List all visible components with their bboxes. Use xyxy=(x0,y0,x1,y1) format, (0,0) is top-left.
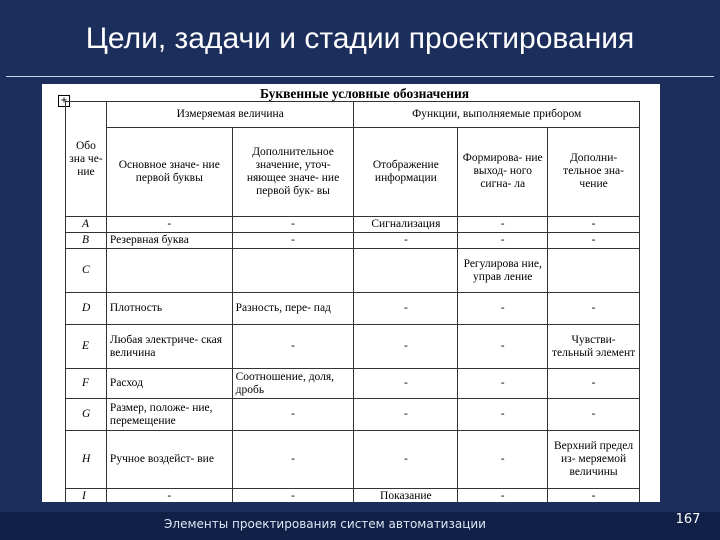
letter-designation-table xyxy=(65,101,640,502)
cell-output: - xyxy=(458,233,548,249)
slide-title: Цели, задачи и стадии проектирования xyxy=(85,22,635,55)
cell-display: - xyxy=(354,399,458,431)
header-first-letter-meaning: Основное значе- ние первой буквы xyxy=(106,127,232,216)
cell-additional: Соотношение, доля, дробь xyxy=(232,369,354,399)
cell-extra: - xyxy=(548,233,640,249)
header-letter: Обо зна че- ние xyxy=(66,102,107,217)
cell-additional xyxy=(232,249,354,293)
cell-display: - xyxy=(354,293,458,325)
cell-display: - xyxy=(354,233,458,249)
cell-letter: E xyxy=(66,325,107,369)
cell-extra: Чувстви- тельный элемент xyxy=(548,325,640,369)
cell-display: Сигнализация xyxy=(354,217,458,233)
cell-extra: Верхний предел из- меряемой величины xyxy=(548,431,640,489)
cell-additional: - xyxy=(232,325,354,369)
header-additional-meaning: Дополнительное значение, уточ- няющее значе- ние первой бук- вы xyxy=(232,127,354,216)
document-image xyxy=(42,84,660,502)
table-row xyxy=(66,249,640,293)
cell-output: - xyxy=(458,325,548,369)
cell-letter: G xyxy=(66,399,107,431)
cell-extra: - xyxy=(548,369,640,399)
cell-additional: - xyxy=(232,489,354,503)
cell-display: Показание xyxy=(354,489,458,503)
table-row xyxy=(66,431,640,489)
header-measured-quantity: Измеряемая величина xyxy=(106,102,354,128)
header-output-signal: Формирова- ние выход- ного сигна- ла xyxy=(458,127,548,216)
cell-first-meaning: Расход xyxy=(106,369,232,399)
cell-letter: B xyxy=(66,233,107,249)
table-row xyxy=(66,293,640,325)
expand-icon[interactable]: + xyxy=(58,95,70,107)
header-information-display: Отображение информации xyxy=(354,127,458,216)
cell-additional: - xyxy=(232,233,354,249)
cell-output: - xyxy=(458,489,548,503)
cell-additional: - xyxy=(232,217,354,233)
cell-additional: - xyxy=(232,431,354,489)
cell-output: - xyxy=(458,399,548,431)
cell-letter: A xyxy=(66,217,107,233)
cell-output: Регулирова ние, управ ление xyxy=(458,249,548,293)
cell-extra: - xyxy=(548,293,640,325)
title-divider xyxy=(6,76,714,77)
header-instrument-functions: Функции, выполняемые прибором xyxy=(354,102,640,128)
table-row xyxy=(66,489,640,503)
table-row xyxy=(66,325,640,369)
cell-extra: - xyxy=(548,217,640,233)
cell-first-meaning: Размер, положе- ние, перемещение xyxy=(106,399,232,431)
cell-letter: C xyxy=(66,249,107,293)
cell-display: - xyxy=(354,369,458,399)
cell-display: - xyxy=(354,431,458,489)
header-extra-meaning: Дополни- тельное зна- чение xyxy=(548,127,640,216)
cell-first-meaning: Ручное воздейст- вие xyxy=(106,431,232,489)
footer-text: Элементы проектирования систем автоматизации xyxy=(164,517,486,531)
cell-letter: F xyxy=(66,369,107,399)
table-row xyxy=(66,217,640,233)
page-number: 167 xyxy=(675,512,701,527)
cell-output: - xyxy=(458,431,548,489)
cell-extra: - xyxy=(548,489,640,503)
table-row xyxy=(66,399,640,431)
table-row xyxy=(66,233,640,249)
cell-output: - xyxy=(458,217,548,233)
cell-first-meaning: - xyxy=(106,217,232,233)
cell-extra xyxy=(548,249,640,293)
cell-additional: - xyxy=(232,399,354,431)
cell-first-meaning: Любая электриче- ская величина xyxy=(106,325,232,369)
cell-first-meaning xyxy=(106,249,232,293)
cell-first-meaning: Резервная буква xyxy=(106,233,232,249)
cell-letter: H xyxy=(66,431,107,489)
cell-output: - xyxy=(458,293,548,325)
cell-first-meaning: Плотность xyxy=(106,293,232,325)
cell-extra: - xyxy=(548,399,640,431)
cell-additional: Разность, пере- пад xyxy=(232,293,354,325)
cell-letter: D xyxy=(66,293,107,325)
cell-letter: I xyxy=(66,489,107,503)
table-row xyxy=(66,369,640,399)
table-column-header-row xyxy=(66,127,640,216)
cell-output: - xyxy=(458,369,548,399)
cell-display xyxy=(354,249,458,293)
table-group-header-row xyxy=(66,102,640,128)
cell-first-meaning: - xyxy=(106,489,232,503)
cell-display: - xyxy=(354,325,458,369)
document-heading: Буквенные условные обозначения xyxy=(260,86,470,101)
